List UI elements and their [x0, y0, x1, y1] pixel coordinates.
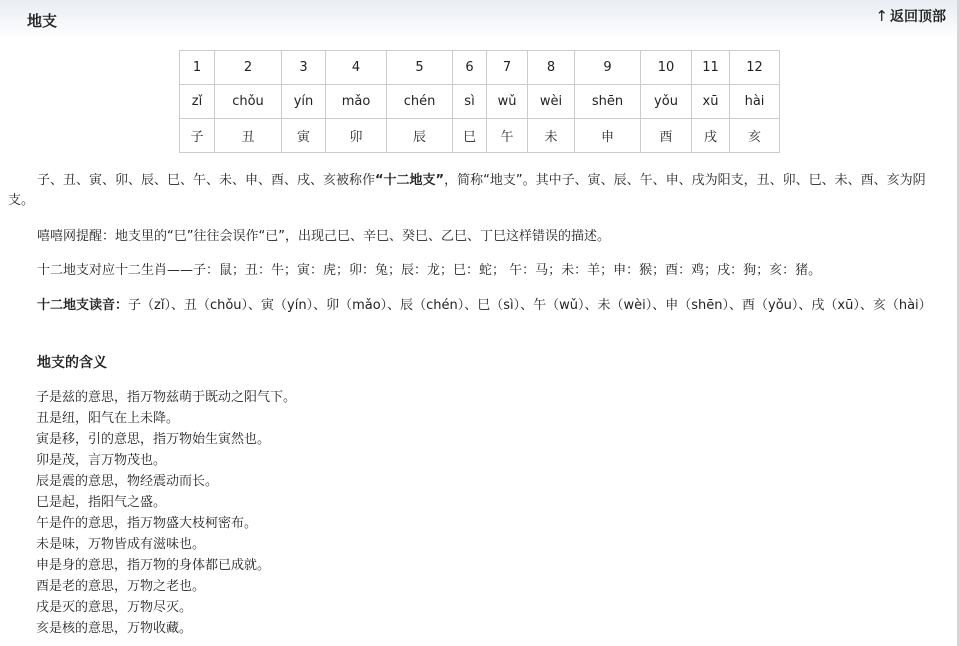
back-to-top-link[interactable]: [875, 6, 946, 26]
number-cell: 5: [387, 51, 453, 85]
number-cell: 7: [487, 51, 528, 85]
zodiac-paragraph: 十二地支对应十二生肖——子：鼠；丑：牛；寅：虎；卯：兔；辰：龙；巳：蛇； 午：马；未：羊；申：猴；酉：鸡；戌：狗；亥：猪。: [37, 263, 822, 278]
branch-cell: 戌: [692, 119, 730, 153]
pronunciation-paragraph: [8, 296, 932, 316]
list-item: 巳是起，指阳气之盛。: [36, 495, 167, 510]
number-cell: 10: [641, 51, 692, 85]
number-cell: 9: [575, 51, 641, 85]
number-cell: 3: [282, 51, 326, 85]
list-item: 戌是灭的意思，万物尽灭。: [36, 600, 193, 615]
branch-cell: 亥: [730, 119, 780, 153]
number-cell: 11: [692, 51, 730, 85]
title-bar: [0, 0, 960, 40]
pinyin-cell: chén: [387, 85, 453, 119]
branch-cell: 寅: [282, 119, 326, 153]
number-cell: 8: [528, 51, 575, 85]
meanings-list: [36, 387, 296, 639]
intro-bold-term: “十二地支”: [375, 173, 445, 188]
branch-cell: 丑: [215, 119, 282, 153]
pinyin-cell: wǔ: [487, 85, 528, 119]
intro-paragraph: [8, 171, 932, 211]
page-title: 地支: [27, 12, 58, 30]
pronunciation-text: 子（zǐ）、丑（chǒu）、寅（yín）、卯（mǎo）、辰（chén）、巳（sì）、午（wǔ）、未（wèi）、申（shēn）、酉（yǒu）、戌（xū）、亥（hài）: [128, 298, 932, 313]
branch-cell: 巳: [453, 119, 487, 153]
list-item: 辰是震的意思，物经震动而长。: [36, 474, 219, 489]
pinyin-cell: shēn: [575, 85, 641, 119]
arrow-up-icon: ↑: [875, 7, 888, 25]
pronunciation-label: 十二地支读音：: [37, 298, 129, 313]
pinyin-cell: wèi: [528, 85, 575, 119]
branch-cell: 卯: [326, 119, 387, 153]
pinyin-cell: yǒu: [641, 85, 692, 119]
branch-cell: 申: [575, 119, 641, 153]
number-cell: 1: [180, 51, 215, 85]
number-cell: 12: [730, 51, 780, 85]
list-item: 酉是老的意思，万物之老也。: [36, 579, 206, 594]
branch-cell: 酉: [641, 119, 692, 153]
pinyin-cell: zǐ: [180, 85, 215, 119]
list-item: 申是身的意思，指万物的身体都已成就。: [36, 558, 271, 573]
pinyin-cell: mǎo: [326, 85, 387, 119]
pinyin-cell: sì: [453, 85, 487, 119]
branch-table: [179, 50, 780, 153]
pinyin-row: [180, 85, 780, 119]
back-to-top-label: 返回顶部: [890, 9, 946, 25]
pinyin-cell: xū: [692, 85, 730, 119]
reminder-paragraph: 嘻嘻网提醒：地支里的“巳”往往会误作“已”，出现己巳、辛巳、癸巳、乙巳、丁巳这样错误的描述。: [37, 229, 610, 244]
branch-cell: 子: [180, 119, 215, 153]
number-cell: 4: [326, 51, 387, 85]
branch-row: [180, 119, 780, 153]
list-item: 寅是移，引的意思，指万物始生寅然也。: [36, 432, 271, 447]
list-item: 丑是纽，阳气在上未降。: [36, 411, 180, 426]
list-item: 亥是核的意思，万物收藏。: [36, 621, 193, 636]
pinyin-cell: hài: [730, 85, 780, 119]
meanings-heading: 地支的含义: [37, 355, 107, 371]
branch-cell: 辰: [387, 119, 453, 153]
list-item: 未是味，万物皆成有滋味也。: [36, 537, 206, 552]
intro-text-a: 子、丑、寅、卯、辰、巳、午、未、申、酉、戌、亥被称作: [37, 173, 376, 188]
list-item: 午是仵的意思，指万物盛大枝柯密布。: [36, 516, 258, 531]
list-item: 子是兹的意思，指万物兹萌于既动之阳气下。: [36, 390, 297, 405]
intro-text-b: ，简称“地支”。其中子、寅、辰、午、申、戌为阳支，丑、卯、巳、未、酉、亥为阴支。: [8, 173, 926, 208]
branch-cell: 午: [487, 119, 528, 153]
list-item: 卯是茂，言万物茂也。: [36, 453, 167, 468]
number-cell: 2: [215, 51, 282, 85]
branch-cell: 未: [528, 119, 575, 153]
pinyin-cell: chǒu: [215, 85, 282, 119]
pinyin-cell: yín: [282, 85, 326, 119]
number-cell: 6: [453, 51, 487, 85]
number-row: [180, 51, 780, 85]
